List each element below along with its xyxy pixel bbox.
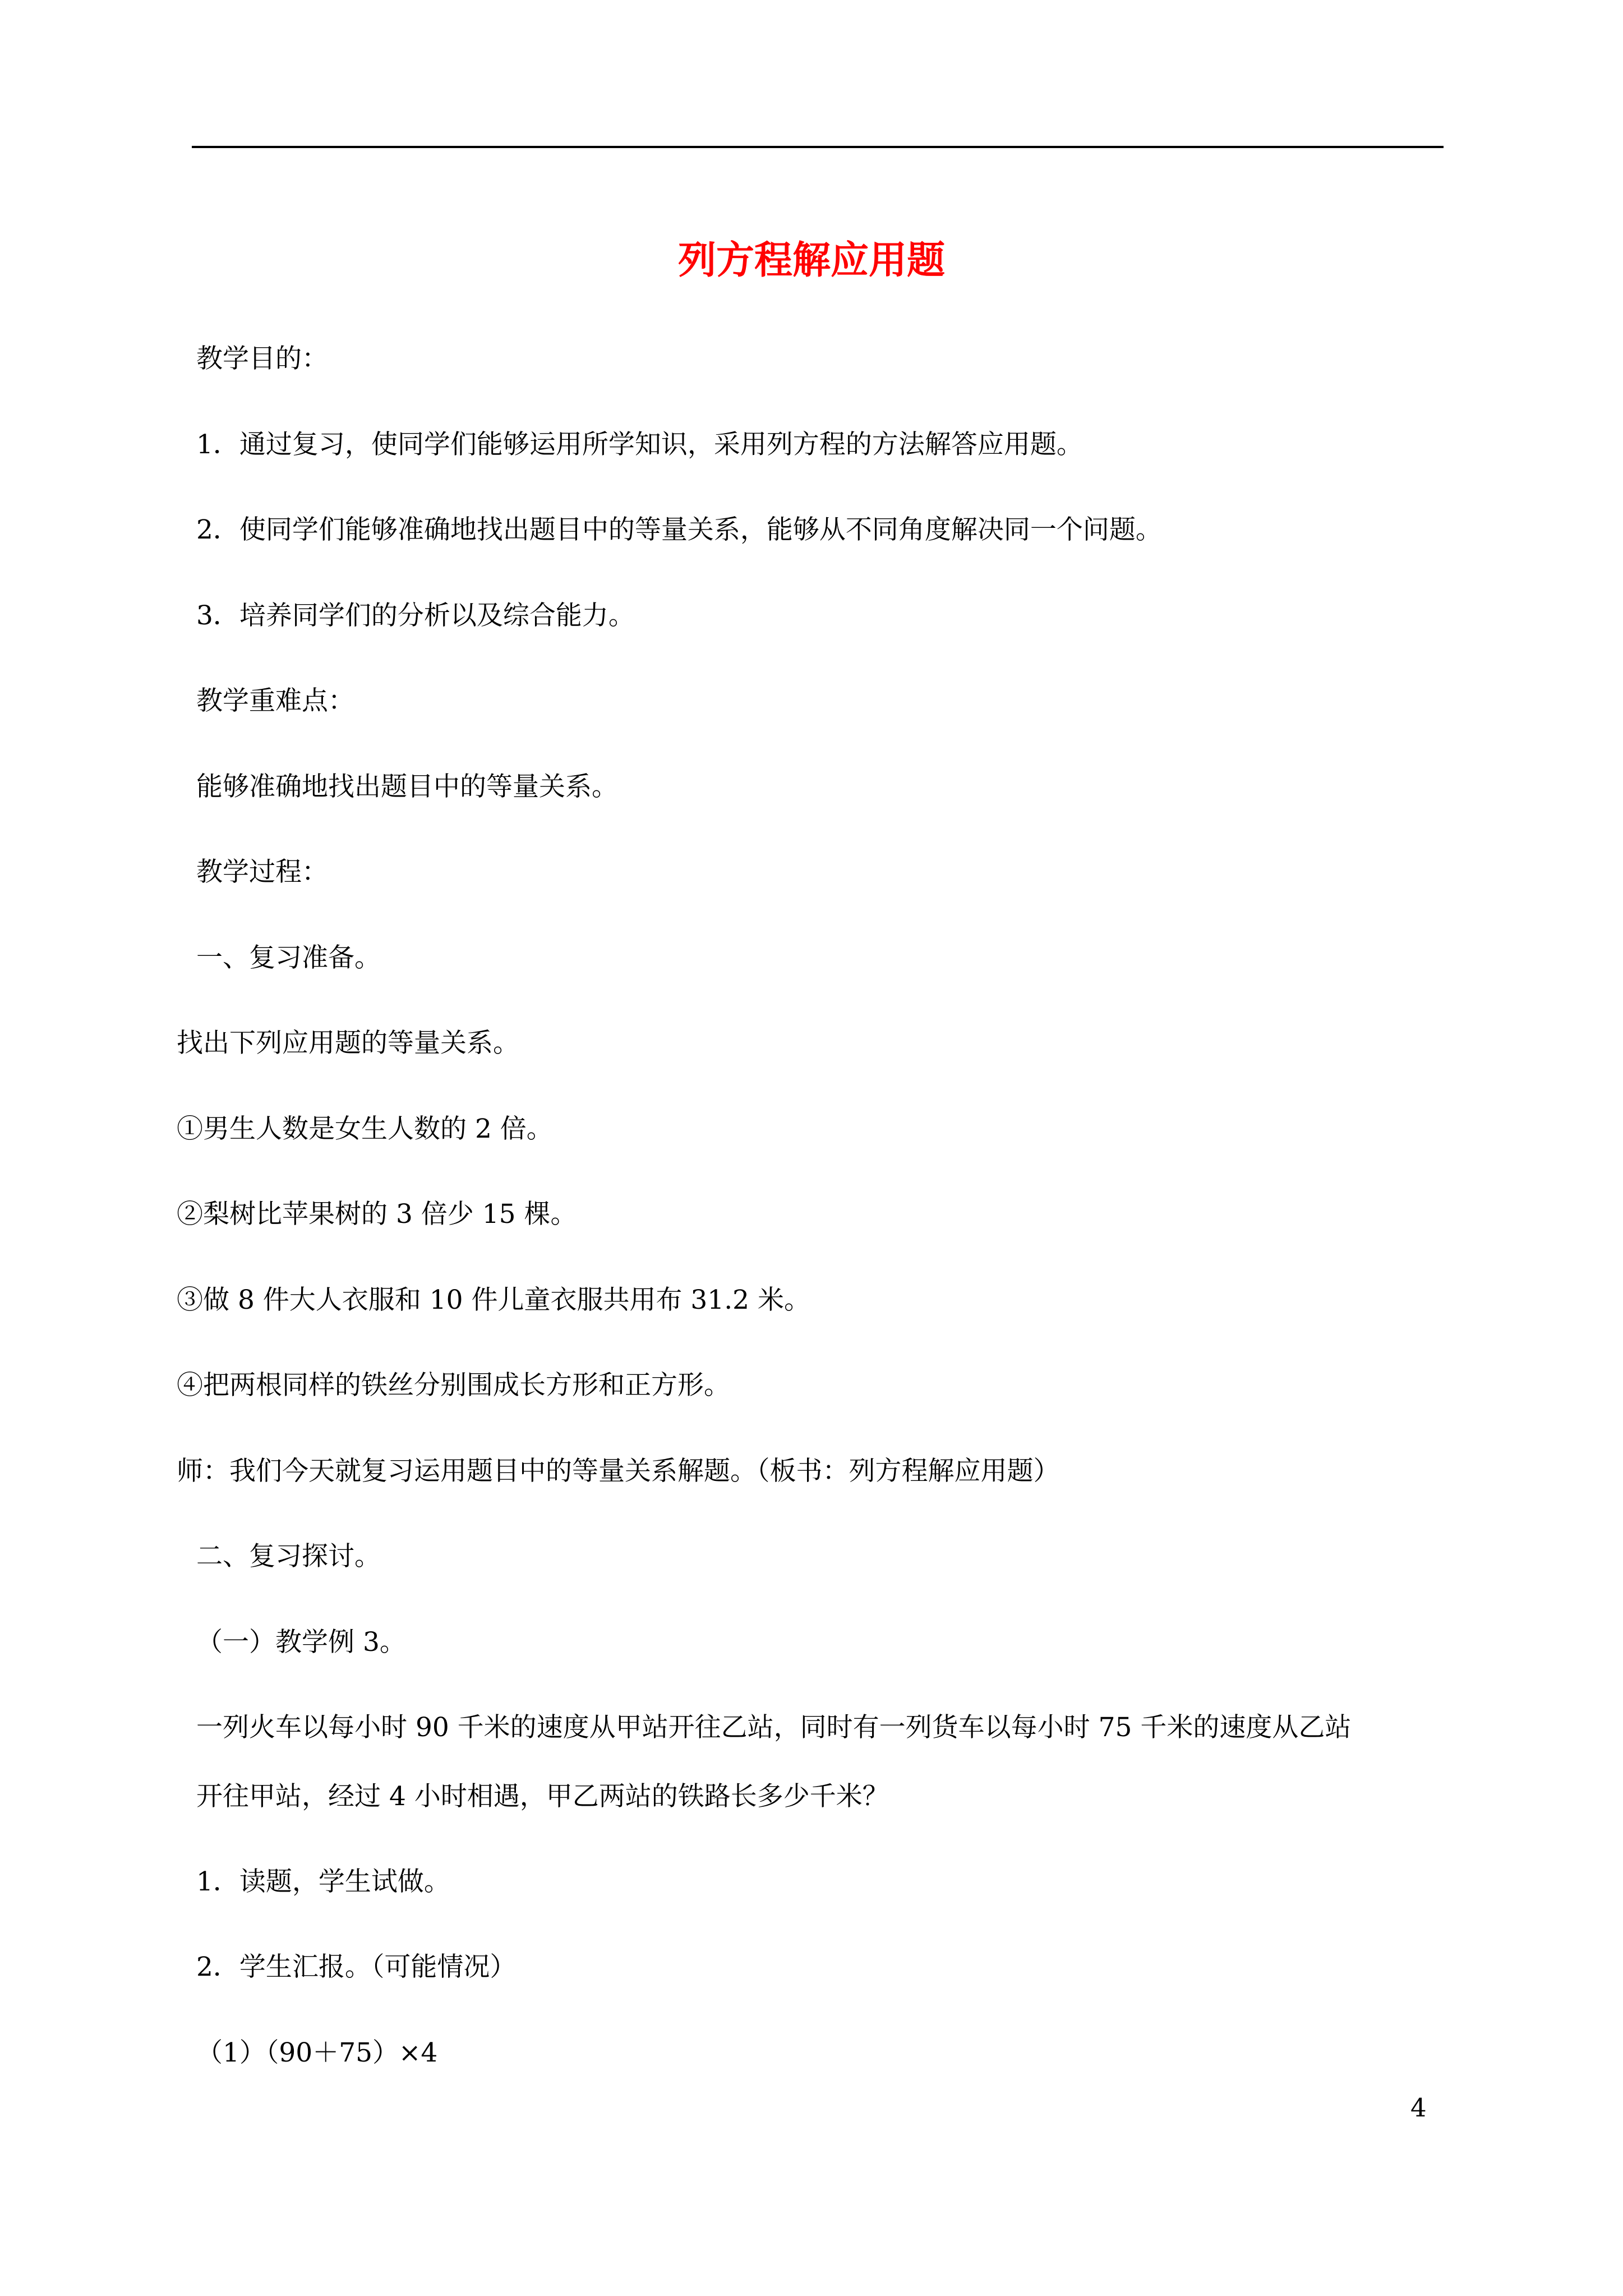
example-heading: （一）教学例 3。 xyxy=(196,1627,406,1658)
section-heading-objectives: 教学目的： xyxy=(196,343,328,374)
page-title: 列方程解应用题 xyxy=(677,238,945,283)
step-2: 2．学生汇报。（可能情况） xyxy=(196,1952,517,1982)
problem-text-line-1: 一列火车以每小时 90 千米的速度从甲站开往乙站，同时有一列货车以每小时 75 千米的速度从乙站 xyxy=(196,1712,1352,1743)
exercise-item-1: ①男生人数是女生人数的 2 倍。 xyxy=(177,1114,553,1144)
exercise-item-3: ③做 8 件大人衣服和 10 件儿童衣服共用布 31.2 米。 xyxy=(177,1285,810,1315)
problem-text-line-2: 开往甲站，经过 4 小时相遇，甲乙两站的铁路长多少千米？ xyxy=(196,1781,889,1812)
section-heading-key-points: 教学重难点： xyxy=(196,685,354,716)
section-heading-process: 教学过程： xyxy=(196,857,328,887)
part-two-heading: 二、复习探讨。 xyxy=(196,1541,381,1572)
solution-expression: （1）（90＋75）×4 xyxy=(196,2037,438,2068)
header-rule xyxy=(192,146,1444,148)
objective-1: 1．通过复习，使同学们能够运用所学知识，采用列方程的方法解答应用题。 xyxy=(196,429,1083,460)
step-1: 1．读题，学生试做。 xyxy=(196,1866,450,1897)
part-one-heading: 一、复习准备。 xyxy=(196,942,381,973)
page-number: 4 xyxy=(1410,2093,1427,2123)
teacher-remark: 师：我们今天就复习运用题目中的等量关系解题。（板书：列方程解应用题） xyxy=(177,1456,1060,1487)
objective-2: 2．使同学们能够准确地找出题目中的等量关系，能够从不同角度解决同一个问题。 xyxy=(196,514,1162,545)
exercise-item-4: ④把两根同样的铁丝分别围成长方形和正方形。 xyxy=(177,1370,730,1401)
key-point-text: 能够准确地找出题目中的等量关系。 xyxy=(196,771,618,802)
objective-3: 3．培养同学们的分析以及综合能力。 xyxy=(196,600,635,631)
instruction-text: 找出下列应用题的等量关系。 xyxy=(177,1028,519,1059)
exercise-item-2: ②梨树比苹果树的 3 倍少 15 棵。 xyxy=(177,1199,577,1230)
